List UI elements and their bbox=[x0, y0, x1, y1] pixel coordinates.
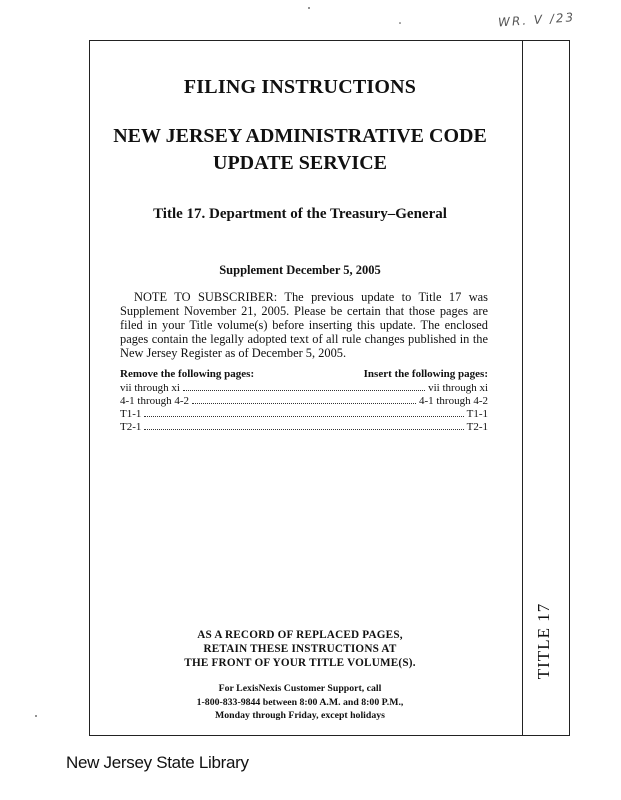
subscriber-note bbox=[120, 290, 488, 360]
insert-page: 4-1 through 4-2 bbox=[418, 395, 488, 407]
record-notice bbox=[110, 628, 490, 670]
leader-dots bbox=[144, 407, 463, 417]
insert-page: vii through xi bbox=[428, 382, 488, 394]
remove-page: T2-1 bbox=[120, 421, 142, 433]
remove-page: 4-1 through 4-2 bbox=[120, 395, 190, 407]
service-line-1: NEW JERSEY ADMINISTRATIVE CODE bbox=[113, 125, 487, 147]
subscriber-note-text: NOTE TO SUBSCRIBER: The previous update to Title 17 was Supplement November 21, 2005. Please be certain that those pages are filed in your Title volume(s) before inserting this update. The enclosed pages contain the legally adopted text of all rule changes published in the New Jersey Register as of December 5, 2005. bbox=[120, 290, 488, 360]
remove-page: T1-1 bbox=[120, 408, 142, 420]
spine-divider bbox=[522, 40, 523, 736]
customer-support-info bbox=[110, 682, 490, 723]
table-row bbox=[120, 381, 488, 394]
support-phone: 1-800-833-9844 between 8:00 A.M. and 8:00 P.M., bbox=[196, 696, 404, 708]
leader-dots bbox=[144, 420, 463, 430]
insert-page: T2-1 bbox=[466, 421, 488, 433]
title-tab-label: TITLE 17 bbox=[534, 602, 553, 680]
table-row bbox=[120, 407, 488, 420]
title-department: Title 17. Department of the Treasury–General bbox=[153, 206, 447, 222]
pages-table bbox=[120, 381, 488, 433]
table-row bbox=[120, 394, 488, 407]
service-title bbox=[110, 123, 490, 177]
supplement-date: Supplement December 5, 2005 bbox=[219, 263, 381, 277]
insert-page: T1-1 bbox=[466, 408, 488, 420]
insert-header: Insert the following pages: bbox=[363, 368, 488, 380]
record-notice-line: RETAIN THESE INSTRUCTIONS AT bbox=[203, 643, 397, 655]
service-line-2: UPDATE SERVICE bbox=[213, 152, 387, 174]
support-line: Monday through Friday, except holidays bbox=[215, 710, 385, 721]
record-notice-line: THE FRONT OF YOUR TITLE VOLUME(S). bbox=[184, 657, 416, 669]
support-line: For LexisNexis Customer Support, call bbox=[218, 683, 382, 694]
table-row bbox=[120, 420, 488, 433]
library-stamp: New Jersey State Library bbox=[66, 753, 249, 772]
record-notice-line: AS A RECORD OF REPLACED PAGES, bbox=[197, 629, 403, 641]
page-heading: FILING INSTRUCTIONS bbox=[183, 76, 417, 98]
handwritten-mark: WR. V /23 bbox=[497, 10, 576, 30]
leader-dots bbox=[192, 394, 416, 404]
pages-table-header bbox=[120, 368, 488, 380]
leader-dots bbox=[183, 381, 425, 391]
remove-page: vii through xi bbox=[120, 382, 180, 394]
remove-header: Remove the following pages: bbox=[120, 368, 255, 380]
